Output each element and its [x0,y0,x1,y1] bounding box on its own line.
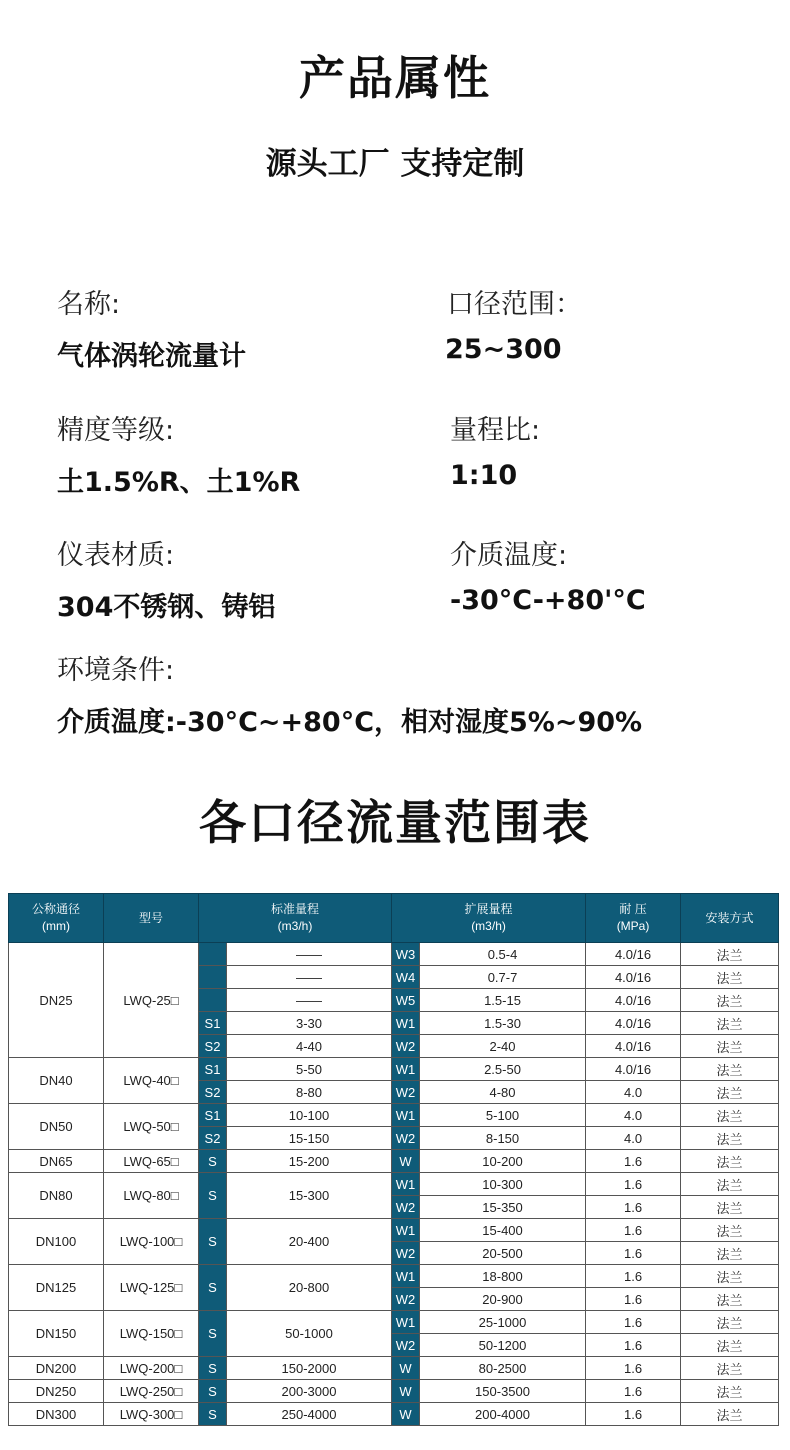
std-range-cell: 3-30 [227,1012,392,1035]
install-cell: 法兰 [681,1288,779,1311]
flow-range-table [8,893,779,1426]
table-row [9,1403,779,1426]
ext-code-cell: W5 [392,989,420,1012]
std-code-cell: S [199,1357,227,1380]
ext-range-cell: 2.5-50 [420,1058,586,1081]
ext-range-cell: 50-1200 [420,1334,586,1357]
std-range-cell: 20-400 [227,1219,392,1265]
ext-code-cell: W [392,1403,420,1426]
ext-code-cell: W1 [392,1173,420,1196]
ext-code-cell: W [392,1150,420,1173]
table-row [9,1357,779,1380]
std-range-cell: 4-40 [227,1035,392,1058]
std-range-cell: 15-200 [227,1150,392,1173]
install-cell: 法兰 [681,989,779,1012]
std-code-cell [199,989,227,1012]
model-cell: LWQ-40□ [104,1058,199,1104]
table-row [9,1265,779,1288]
pressure-cell: 1.6 [586,1311,681,1334]
ext-range-cell: 150-3500 [420,1380,586,1403]
header-extended-range [392,894,586,943]
install-cell: 法兰 [681,1150,779,1173]
pressure-cell: 1.6 [586,1334,681,1357]
material-label: 仪表材质: [57,540,175,571]
install-cell: 法兰 [681,1058,779,1081]
ext-range-cell: 1.5-30 [420,1012,586,1035]
std-range-cell: 5-50 [227,1058,392,1081]
pressure-cell: 4.0/16 [586,943,681,966]
std-code-cell: S1 [199,1058,227,1081]
std-code-cell: S [199,1219,227,1265]
std-range-cell: —— [227,966,392,989]
medium-temp-label: 介质温度: [450,540,568,571]
dn-cell: DN250 [9,1380,104,1403]
std-code-cell: S [199,1173,227,1219]
pressure-cell: 4.0 [586,1127,681,1150]
std-range-cell: —— [227,989,392,1012]
ext-range-cell: 20-900 [420,1288,586,1311]
install-cell: 法兰 [681,1311,779,1334]
pressure-cell: 4.0/16 [586,966,681,989]
install-cell: 法兰 [681,1196,779,1219]
install-cell: 法兰 [681,1242,779,1265]
std-range-cell: 8-80 [227,1081,392,1104]
ext-code-cell: W2 [392,1242,420,1265]
environment-value: 介质温度:-30°C~+80°C，相对湿度5%~90% [57,707,643,738]
ext-code-cell: W1 [392,1265,420,1288]
ext-range-cell: 200-4000 [420,1403,586,1426]
std-code-cell: S1 [199,1104,227,1127]
install-cell: 法兰 [681,1265,779,1288]
dn-cell: DN300 [9,1403,104,1426]
ext-code-cell: W2 [392,1127,420,1150]
dn-cell: DN65 [9,1150,104,1173]
std-code-cell: S2 [199,1081,227,1104]
header-pressure [586,894,681,943]
table-title: 各口径流量范围表 [199,796,591,851]
name-label: 名称: [57,289,121,320]
pressure-cell: 4.0/16 [586,1058,681,1081]
page-subtitle: 源头工厂 支持定制 [265,146,525,182]
model-cell: LWQ-100□ [104,1219,199,1265]
std-range-cell: 150-2000 [227,1357,392,1380]
std-code-cell: S [199,1403,227,1426]
std-code-cell: S1 [199,1012,227,1035]
dn-cell: DN80 [9,1173,104,1219]
ratio-label: 量程比: [450,415,541,446]
dn-cell: DN25 [9,943,104,1058]
pressure-cell: 4.0/16 [586,1035,681,1058]
std-range-cell: 10-100 [227,1104,392,1127]
header-standard-label: 标准量程 [271,902,320,916]
install-cell: 法兰 [681,1219,779,1242]
ext-code-cell: W1 [392,1311,420,1334]
ext-range-cell: 4-80 [420,1081,586,1104]
ext-range-cell: 15-350 [420,1196,586,1219]
model-cell: LWQ-300□ [104,1403,199,1426]
ext-code-cell: W2 [392,1035,420,1058]
std-range-cell: 20-800 [227,1265,392,1311]
dn-cell: DN150 [9,1311,104,1357]
ext-code-cell: W2 [392,1288,420,1311]
ext-range-cell: 0.5-4 [420,943,586,966]
header-diameter-label: 公称通径 [31,902,80,916]
table-row [9,1173,779,1196]
pressure-cell: 1.6 [586,1288,681,1311]
dn-cell: DN40 [9,1058,104,1104]
pressure-cell: 1.6 [586,1357,681,1380]
install-cell: 法兰 [681,943,779,966]
page-title: 产品属性 [299,51,491,105]
install-cell: 法兰 [681,1127,779,1150]
std-range-cell: 15-300 [227,1173,392,1219]
install-cell: 法兰 [681,1334,779,1357]
ext-code-cell: W2 [392,1081,420,1104]
header-diameter [9,894,104,943]
table-row [9,1104,779,1127]
model-cell: LWQ-25□ [104,943,199,1058]
header-standard-unit: (m3/h) [277,919,313,933]
std-code-cell [199,943,227,966]
install-cell: 法兰 [681,966,779,989]
install-cell: 法兰 [681,1380,779,1403]
caliber-value: 25~300 [445,334,562,365]
dn-cell: DN200 [9,1357,104,1380]
ext-range-cell: 5-100 [420,1104,586,1127]
std-range-cell: 250-4000 [227,1403,392,1426]
ext-range-cell: 20-500 [420,1242,586,1265]
table-row [9,1058,779,1081]
install-cell: 法兰 [681,1104,779,1127]
dn-cell: DN125 [9,1265,104,1311]
std-code-cell: S [199,1265,227,1311]
install-cell: 法兰 [681,1012,779,1035]
ext-code-cell: W3 [392,943,420,966]
table-row [9,943,779,966]
dn-cell: DN50 [9,1104,104,1150]
header-extended-unit: (m3/h) [471,919,506,933]
header-standard-range [199,894,392,943]
table-row [9,1380,779,1403]
header-diameter-unit: (mm) [42,919,70,933]
name-value: 气体涡轮流量计 [57,341,246,372]
ext-range-cell: 0.7-7 [420,966,586,989]
std-range-cell: 15-150 [227,1127,392,1150]
pressure-cell: 1.6 [586,1242,681,1265]
accuracy-value: 土1.5%R、土1%R [57,467,301,498]
ext-range-cell: 80-2500 [420,1357,586,1380]
ext-code-cell: W2 [392,1334,420,1357]
std-code-cell: S [199,1150,227,1173]
std-range-cell: 50-1000 [227,1311,392,1357]
header-pressure-unit: (MPa) [616,919,650,933]
ext-range-cell: 25-1000 [420,1311,586,1334]
install-cell: 法兰 [681,1081,779,1104]
std-range-cell: —— [227,943,392,966]
accuracy-label: 精度等级: [57,415,175,446]
std-range-cell: 200-3000 [227,1380,392,1403]
pressure-cell: 1.6 [586,1150,681,1173]
material-value: 304不锈钢、铸铝 [57,592,276,623]
model-cell: LWQ-50□ [104,1104,199,1150]
header-extended-label: 扩展量程 [464,902,513,916]
ext-range-cell: 8-150 [420,1127,586,1150]
install-cell: 法兰 [681,1403,779,1426]
table-row [9,1311,779,1334]
table-header-row [9,894,779,943]
pressure-cell: 4.0/16 [586,1012,681,1035]
ext-code-cell: W2 [392,1196,420,1219]
table-row [9,1219,779,1242]
ext-code-cell: W1 [392,1219,420,1242]
header-install: 安装方式 [681,894,779,943]
ext-code-cell: W1 [392,1058,420,1081]
model-cell: LWQ-125□ [104,1265,199,1311]
ext-range-cell: 15-400 [420,1219,586,1242]
model-cell: LWQ-250□ [104,1380,199,1403]
ext-code-cell: W [392,1380,420,1403]
ext-code-cell: W1 [392,1104,420,1127]
environment-label: 环境条件: [57,655,175,686]
model-cell: LWQ-80□ [104,1173,199,1219]
std-code-cell: S [199,1311,227,1357]
ext-range-cell: 18-800 [420,1265,586,1288]
install-cell: 法兰 [681,1035,779,1058]
model-cell: LWQ-65□ [104,1150,199,1173]
model-cell: LWQ-200□ [104,1357,199,1380]
dn-cell: DN100 [9,1219,104,1265]
ext-range-cell: 1.5-15 [420,989,586,1012]
pressure-cell: 4.0 [586,1104,681,1127]
install-cell: 法兰 [681,1173,779,1196]
pressure-cell: 1.6 [586,1219,681,1242]
header-model: 型号 [104,894,199,943]
std-code-cell: S2 [199,1127,227,1150]
pressure-cell: 4.0 [586,1081,681,1104]
ext-range-cell: 10-200 [420,1150,586,1173]
ext-range-cell: 10-300 [420,1173,586,1196]
std-code-cell: S2 [199,1035,227,1058]
std-code-cell [199,966,227,989]
ext-code-cell: W [392,1357,420,1380]
ext-code-cell: W4 [392,966,420,989]
pressure-cell: 1.6 [586,1380,681,1403]
install-cell: 法兰 [681,1357,779,1380]
pressure-cell: 4.0/16 [586,989,681,1012]
std-code-cell: S [199,1380,227,1403]
pressure-cell: 1.6 [586,1403,681,1426]
header-pressure-label: 耐 压 [619,902,647,916]
pressure-cell: 1.6 [586,1173,681,1196]
ext-range-cell: 2-40 [420,1035,586,1058]
caliber-label: 口径范围： [447,289,582,320]
table-row [9,1150,779,1173]
medium-temp-value: -30°C-+80'°C [450,585,646,616]
ratio-value: 1:10 [450,460,518,491]
pressure-cell: 1.6 [586,1196,681,1219]
ext-code-cell: W1 [392,1012,420,1035]
pressure-cell: 1.6 [586,1265,681,1288]
model-cell: LWQ-150□ [104,1311,199,1357]
